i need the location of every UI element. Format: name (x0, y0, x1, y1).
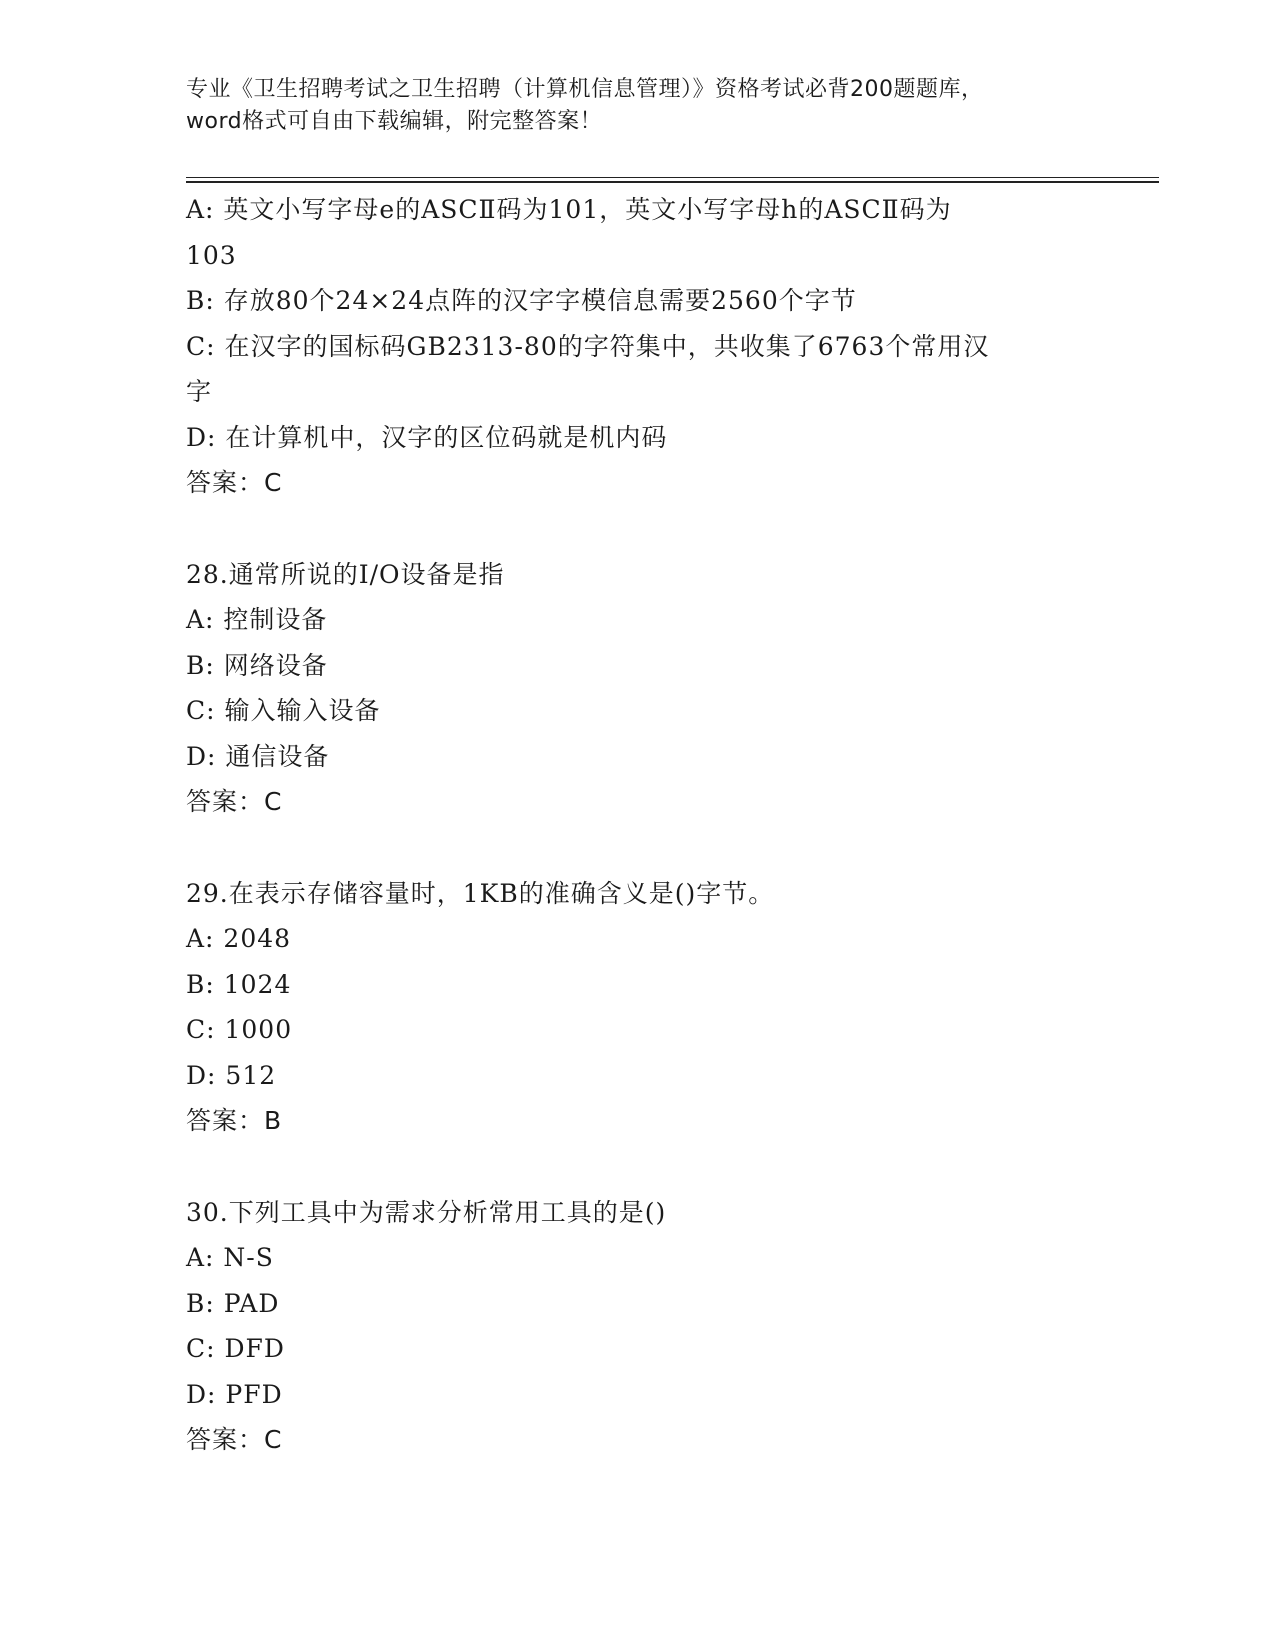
header-divider-thin (186, 177, 1159, 178)
option-b: B: 网络设备 (186, 650, 328, 680)
option-c: C: DFD (186, 1334, 285, 1363)
header-title-line1: 专业《卫生招聘考试之卫生招聘（计算机信息管理）》资格考试必背200题题库， (186, 77, 984, 102)
option-d: D: 512 (186, 1060, 277, 1090)
question-text: 29.在表示存储容量时，1KB的准确含义是()字节。 (186, 878, 775, 908)
option-c: C: 输入输入设备 (186, 696, 381, 725)
question-27 (186, 187, 1086, 506)
option-b: B: 存放80个24×24点阵的汉字字模信息需要2560个字节 (186, 286, 857, 315)
option-b: B: PAD (186, 1288, 280, 1318)
answer: 答案：C (186, 468, 283, 497)
option-a: A: N-S (186, 1243, 274, 1272)
option-c: C: 1000 (186, 1015, 293, 1044)
question-30 (186, 1190, 1086, 1463)
option-b: B: 1024 (186, 969, 292, 999)
question-28 (186, 552, 1086, 825)
option-c: C: 在汉字的国标码GB2313-80的字符集中，共收集了6763个常用汉 (186, 331, 990, 361)
answer: 答案：B (186, 1106, 283, 1135)
option-d: D: 在计算机中，汉字的区位码就是机内码 (186, 422, 668, 452)
option-a: A: 2048 (186, 924, 292, 953)
answer: 答案：C (186, 1425, 283, 1454)
answer: 答案：C (186, 787, 283, 816)
option-a: A: 英文小写字母e的ASCⅡ码为101，英文小写字母h的ASCⅡ码为 (186, 195, 952, 224)
question-text: 28.通常所说的I/O设备是指 (186, 559, 505, 589)
question-29 (186, 871, 1086, 1144)
option-d: D: PFD (186, 1379, 283, 1409)
option-c-continued: 字 (186, 377, 213, 406)
spacer (186, 825, 1086, 871)
question-text: 30.下列工具中为需求分析常用工具的是() (186, 1197, 667, 1227)
document-header (186, 74, 1086, 138)
option-a-continued: 103 (186, 240, 237, 270)
spacer (186, 506, 1086, 552)
option-a: A: 控制设备 (186, 605, 328, 634)
question-list (186, 187, 1086, 1463)
option-d: D: 通信设备 (186, 741, 330, 771)
spacer (186, 1144, 1086, 1190)
header-title-line2: word格式可自由下载编辑，附完整答案！ (186, 109, 603, 134)
header-divider-thick (186, 181, 1159, 183)
